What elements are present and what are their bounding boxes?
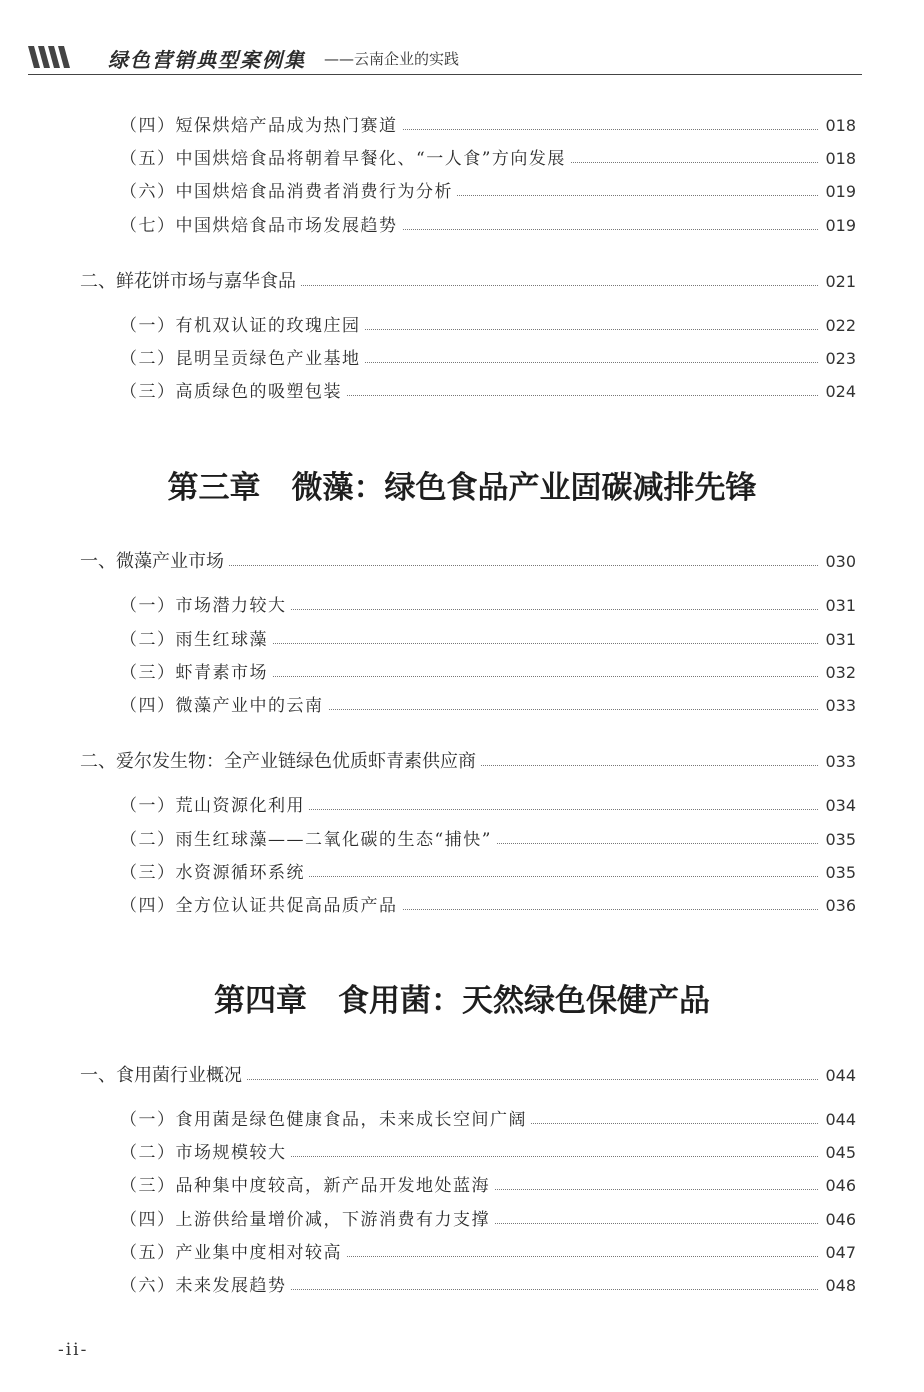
book-title: 绿色营销典型案例集 — [108, 48, 306, 72]
entry-title: （二）雨生红球藻 — [120, 626, 272, 654]
page-number: 031 — [825, 596, 856, 615]
page-number: 032 — [825, 663, 856, 682]
toc-subsection-entry[interactable] — [0, 145, 858, 173]
entry-title: （四）上游供给量增价减，下游消费有力支撑 — [120, 1206, 494, 1234]
entry-title: （一）市场潜力较大 — [120, 592, 291, 620]
entry-title: （三）虾青素市场 — [120, 659, 272, 687]
entry-title: （一）食用菌是绿色健康食品，未来成长空间广阔 — [120, 1106, 531, 1134]
toc-subsection-entry[interactable] — [0, 212, 858, 240]
toc-subsection-entry[interactable] — [0, 1139, 858, 1167]
page-number: 045 — [825, 1143, 856, 1162]
page-number: 044 — [825, 1110, 856, 1129]
entry-title: （四）微藻产业中的云南 — [120, 692, 328, 720]
entry-title: （二）雨生红球藻——二氧化碳的生态“捕快” — [120, 826, 496, 854]
entry-title: （一）有机双认证的玫瑰庄园 — [120, 312, 365, 340]
page-number: 019 — [825, 216, 856, 235]
page-number: 035 — [825, 830, 856, 849]
running-header — [28, 40, 862, 75]
toc-subsection-entry[interactable] — [0, 312, 858, 340]
toc-subsection-entry[interactable] — [0, 1172, 858, 1200]
toc-subsection-entry[interactable] — [0, 592, 858, 620]
page-number: 024 — [825, 382, 856, 401]
page-number: 046 — [825, 1176, 856, 1195]
toc-subsection-entry[interactable] — [0, 345, 858, 373]
page-number: 022 — [825, 316, 856, 335]
page-number: 031 — [825, 630, 856, 649]
entry-title: （五）中国烘焙食品将朝着早餐化、“一人食”方向发展 — [120, 145, 570, 173]
entry-title: （七）中国烘焙食品市场发展趋势 — [120, 212, 402, 240]
entry-title: 二、爱尔发生物：全产业链绿色优质虾青素供应商 — [80, 748, 480, 776]
entry-title: （三）高质绿色的吸塑包装 — [120, 378, 346, 406]
page-number: 023 — [825, 349, 856, 368]
page-number: 034 — [825, 796, 856, 815]
entry-title: 二、鲜花饼市场与嘉华食品 — [80, 268, 300, 296]
entry-title: （五）产业集中度相对较高 — [120, 1239, 346, 1267]
toc-subsection-entry[interactable] — [0, 692, 858, 720]
toc-section-entry[interactable] — [0, 548, 858, 576]
entry-title: （四）全方位认证共促高品质产品 — [120, 892, 402, 920]
entry-title: （六）中国烘焙食品消费者消费行为分析 — [120, 178, 457, 206]
toc-subsection-entry[interactable] — [0, 826, 858, 854]
book-subtitle: ——云南企业的实践 — [324, 50, 460, 68]
toc-subsection-entry[interactable] — [0, 659, 858, 687]
toc-subsection-entry[interactable] — [0, 378, 858, 406]
page-number: 021 — [825, 272, 856, 291]
toc-section-entry[interactable] — [0, 748, 858, 776]
page-number: 044 — [825, 1066, 856, 1085]
chapter-heading: 第四章 食用菌：天然绿色保健产品 — [214, 983, 710, 1019]
page-folio: -ii- — [58, 1340, 89, 1360]
toc-subsection-entry[interactable] — [0, 892, 858, 920]
page-number: 030 — [825, 552, 856, 571]
entry-title: （六）未来发展趋势 — [120, 1272, 291, 1300]
toc-subsection-entry[interactable] — [0, 1272, 858, 1300]
toc-subsection-entry[interactable] — [0, 112, 858, 140]
toc-subsection-entry[interactable] — [0, 1239, 858, 1267]
page-number: 035 — [825, 863, 856, 882]
page-number: 047 — [825, 1243, 856, 1262]
entry-title: （四）短保烘焙产品成为热门赛道 — [120, 112, 402, 140]
page-number: 018 — [825, 116, 856, 135]
toc-section-entry[interactable] — [0, 1062, 858, 1090]
page-number: 048 — [825, 1276, 856, 1295]
entry-title: （二）市场规模较大 — [120, 1139, 291, 1167]
toc-subsection-entry[interactable] — [0, 859, 858, 887]
header-stripes-ornament — [28, 46, 78, 68]
page-number: 046 — [825, 1210, 856, 1229]
chapter-heading: 第三章 微藻：绿色食品产业固碳减排先锋 — [167, 470, 757, 506]
entry-title: 一、微藻产业市场 — [80, 548, 228, 576]
page-number: 036 — [825, 896, 856, 915]
toc-subsection-entry[interactable] — [0, 792, 858, 820]
toc-section-entry[interactable] — [0, 268, 858, 296]
toc-subsection-entry[interactable] — [0, 1206, 858, 1234]
entry-title: 一、食用菌行业概况 — [80, 1062, 246, 1090]
page-number: 018 — [825, 149, 856, 168]
page-number: 033 — [825, 752, 856, 771]
toc-subsection-entry[interactable] — [0, 626, 858, 654]
toc-subsection-entry[interactable] — [0, 1106, 858, 1134]
entry-title: （三）品种集中度较高，新产品开发地处蓝海 — [120, 1172, 494, 1200]
toc-subsection-entry[interactable] — [0, 178, 858, 206]
entry-title: （二）昆明呈贡绿色产业基地 — [120, 345, 365, 373]
entry-title: （一）荒山资源化利用 — [120, 792, 309, 820]
entry-title: （三）水资源循环系统 — [120, 859, 309, 887]
page-number: 019 — [825, 182, 856, 201]
page-number: 033 — [825, 696, 856, 715]
